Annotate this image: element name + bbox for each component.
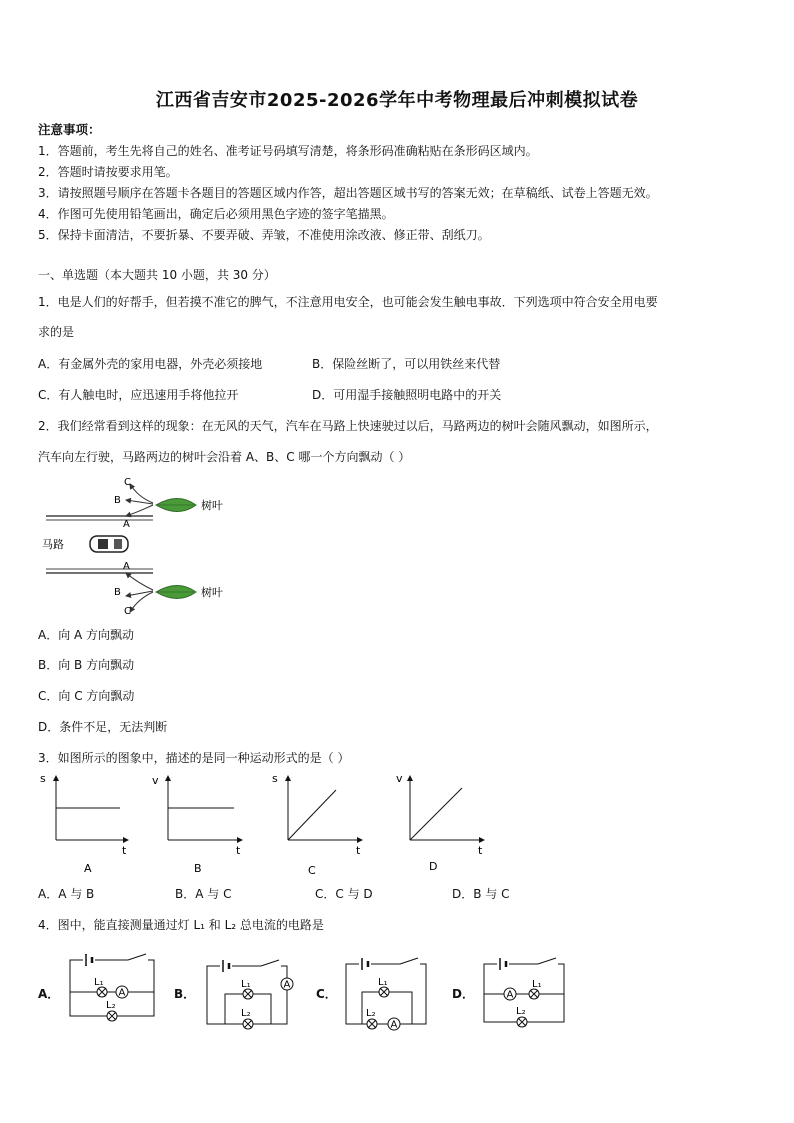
notice-item: 2．答题时请按要求用笔。 (38, 165, 178, 179)
q3-option-c: C．C 与 D (315, 887, 373, 901)
l1-label: L₁ (241, 979, 251, 990)
graph-d (396, 772, 483, 873)
q1-stem: 1．电是人们的好帮手，但若摸不准它的脾气，不注意用电安全，也可能会发生触电事故．下列选项中符合安全用电要 (38, 295, 658, 309)
ammeter-label: A (283, 979, 291, 991)
dir-a-label: A (123, 519, 130, 530)
dir-c-label: C (124, 606, 131, 617)
graph-a-y: s (40, 772, 46, 785)
q1-option-c: C．有人触电时，应迅速用手将他拉开 (38, 388, 239, 402)
page-title: 江西省吉安市2025-2026学年中考物理最后冲刺模拟试卷 (155, 90, 639, 111)
graph-d-caption: D (429, 860, 438, 873)
l1-label: L₁ (532, 979, 542, 990)
q2-stem: 2．我们经常看到这样的现象：在无风的天气，汽车在马路上快速驶过以后，马路两边的树叶会随风飘动，如图所示， (38, 419, 658, 433)
graph-a (40, 772, 127, 875)
q2-option-b: B．向 B 方向飘动 (38, 658, 135, 672)
graph-d-x: t (478, 844, 483, 857)
dir-b-label: B (114, 495, 121, 506)
ammeter-label: A (506, 989, 514, 1001)
q2-option-a: A．向 A 方向飘动 (38, 628, 135, 642)
q1-option-a: A．有金属外壳的家用电器，外壳必须接地 (38, 357, 263, 371)
dir-b-label: B (114, 587, 121, 598)
q3-stem: 3．如图所示的图象中，描述的是同一种运动形式的是（ ） (38, 751, 350, 765)
l2-label: L₂ (241, 1008, 251, 1019)
notice-item: 5．保持卡面清洁，不要折暴、不要弄破、弄皱，不准使用涂改液、修正带、刮纸刀。 (38, 228, 490, 242)
notice-item: 3．请按照题号顺序在答题卡各题目的答题区域内作答，超出答题区域书写的答案无效；在草稿纸、试卷上答题无效。 (38, 186, 658, 200)
graph-a-x: t (122, 844, 127, 857)
circuit-d (478, 950, 570, 1032)
graph-c-y: s (272, 772, 278, 785)
notice-item: 4．作图可先使用铅笔画出，确定后必须用黑色字迹的签字笔描黑。 (38, 207, 394, 221)
l2-label: L₂ (366, 1008, 376, 1019)
q2-option-c: C．向 C 方向飘动 (38, 689, 135, 703)
q2-option-d: D．条件不足，无法判断 (38, 720, 168, 734)
q4-label-b: B． (174, 987, 196, 1001)
q3-option-b: B．A 与 C (175, 887, 232, 901)
graph-c-x: t (356, 844, 361, 857)
graph-d-y: v (396, 772, 403, 785)
l1-label: L₁ (378, 977, 388, 988)
q4-label-d: D． (452, 987, 474, 1001)
graph-b (152, 774, 241, 875)
q1-option-b: B．保险丝断了，可以用铁丝来代替 (312, 357, 501, 371)
circuit-a (66, 950, 158, 1032)
q1-option-d: D．可用湿手接触照明电路中的开关 (312, 388, 502, 402)
q1-stem-cont: 求的是 (38, 325, 75, 339)
leaf-icon (156, 499, 196, 512)
l2-label: L₂ (516, 1006, 526, 1017)
l1-label: L₁ (94, 977, 104, 988)
q4-label-a: A． (38, 987, 60, 1001)
graph-c-caption: C (308, 864, 316, 877)
road-label: 马路 (42, 538, 64, 551)
section-heading: 一、单选题（本大题共 10 小题，共 30 分） (38, 268, 276, 282)
graph-c (272, 772, 361, 877)
dir-c-label: C (124, 477, 131, 488)
ammeter-label: A (390, 1019, 398, 1031)
motion-graphs (36, 770, 496, 878)
notice-item: 1．答题前，考生先将自己的姓名、准考证号码填写清楚，将条形码准确粘贴在条形码区域内。 (38, 144, 538, 158)
graph-b-y: v (152, 774, 159, 787)
q4-stem: 4．图中，能直接测量通过灯 L₁ 和 L₂ 总电流的电路是 (38, 918, 324, 932)
l2-label: L₂ (106, 1000, 116, 1011)
circuit-c (340, 950, 432, 1034)
notice-heading: 注意事项： (38, 122, 101, 137)
leaf-icon (156, 586, 196, 599)
graph-b-caption: B (194, 862, 202, 875)
circuit-b (203, 950, 298, 1032)
road-leaf-figure (38, 472, 268, 617)
leaf-label: 树叶 (201, 499, 223, 512)
dir-a-label: A (123, 561, 130, 572)
leaf-label: 树叶 (201, 586, 223, 599)
graph-b-x: t (236, 844, 241, 857)
q3-option-d: D．B 与 C (452, 887, 510, 901)
graph-a-caption: A (84, 862, 92, 875)
q2-stem-cont: 汽车向左行驶，马路两边的树叶会沿着 A、B、C 哪一个方向飘动（ ） (38, 450, 411, 464)
ammeter-label: A (118, 987, 126, 999)
q3-option-a: A．A 与 B (38, 887, 95, 901)
car-icon (90, 536, 128, 552)
q4-label-c: C． (316, 987, 337, 1001)
